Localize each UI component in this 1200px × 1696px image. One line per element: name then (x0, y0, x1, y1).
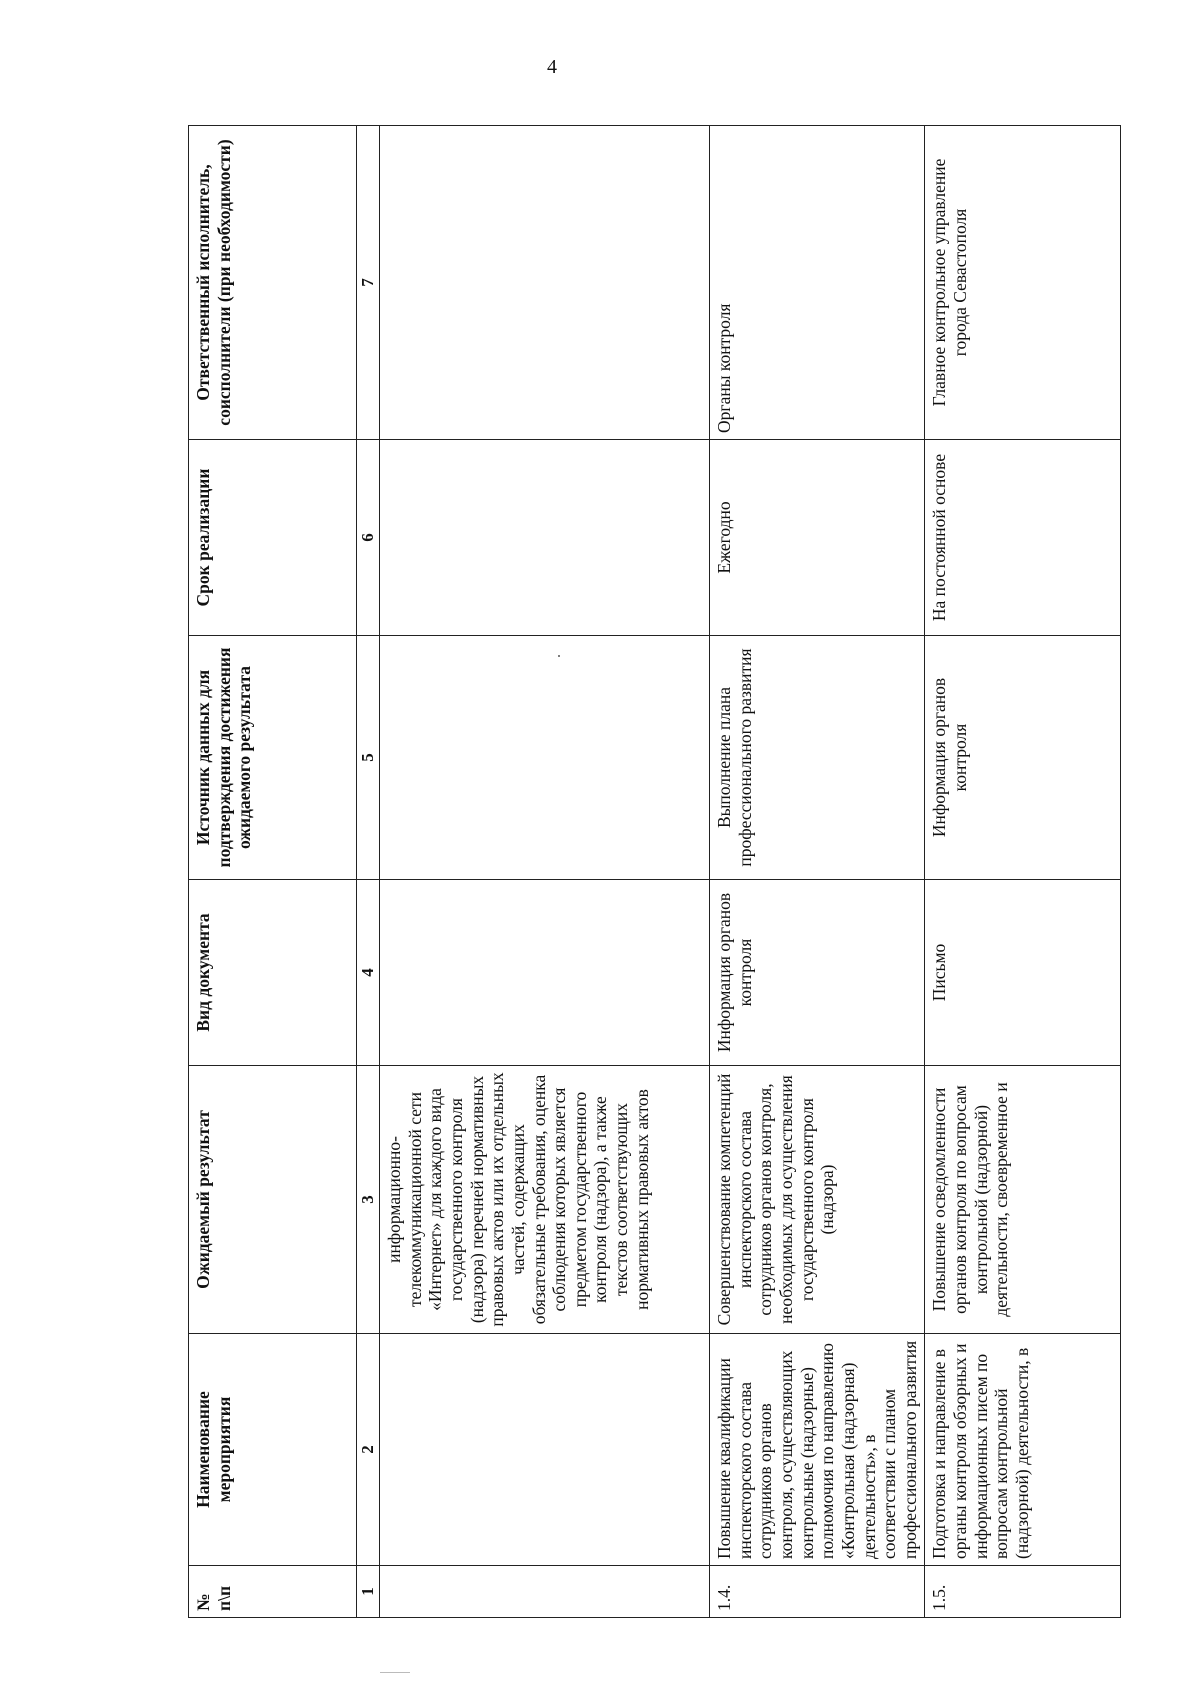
cell-source: Информация органов контроля (925, 636, 1121, 880)
cell-num: 1.5. (925, 1566, 1121, 1618)
cell-doc-type: Письмо (925, 880, 1121, 1066)
cell-source (380, 636, 710, 880)
cell-num (380, 1566, 710, 1618)
cell-result: Повышение осведомленности органов контроля по вопросам контрольной (надзорной) деятельности, своевременное и (925, 1066, 1121, 1334)
table-row (380, 126, 710, 1618)
document-table-rotated (188, 126, 1116, 1618)
header-name: Наименование мероприятия (189, 1334, 357, 1566)
cell-name: Повышение квалификации инспекторского состава сотрудников органов контроля, осуществляющих контрольные (надзорные) полномочия по направлению «Контрольная (надзорная) деятельность», в соответствии с планом профессионального развития (710, 1334, 925, 1566)
column-number: 6 (357, 440, 380, 636)
header-result: Ожидаемый результат (189, 1066, 357, 1334)
cell-responsible: Главное контрольное управление города Севастополя (925, 126, 1121, 440)
column-number-row (357, 126, 380, 1618)
cell-source: Выполнение плана профессионального развития (710, 636, 925, 880)
column-number: 7 (357, 126, 380, 440)
cell-result: Совершенствование компетенций инспекторского состава сотрудников органов контроля, необходимых для осуществления государственного контроля (надзора) (710, 1066, 925, 1334)
cell-term (380, 440, 710, 636)
cell-result: информационно-телекоммуникационной сети «Интернет» для каждого вида государственного контроля (надзора) перечней нормативных правовых актов или их отдельных частей, содержащих обязательные требования, оценка соблюдения которых является предметом государственного контроля (надзора), а также текстов соответствующих нормативных правовых актов (380, 1066, 710, 1334)
cell-name (380, 1334, 710, 1566)
cell-doc-type: Информация органов контроля (710, 880, 925, 1066)
header-term: Срок реализации (189, 440, 357, 636)
header-doc-type: Вид документа (189, 880, 357, 1066)
scan-mark (380, 1672, 410, 1673)
column-number: 1 (357, 1566, 380, 1618)
column-number: 4 (357, 880, 380, 1066)
column-number: 2 (357, 1334, 380, 1566)
page-number: 4 (547, 56, 557, 78)
cell-responsible (380, 126, 710, 440)
column-number: 5 (357, 636, 380, 880)
column-number: 3 (357, 1066, 380, 1334)
table-row (925, 126, 1121, 1618)
cell-responsible: Органы контроля (710, 126, 925, 440)
cell-doc-type (380, 880, 710, 1066)
cell-name: Подготовка и направление в органы контроля обзорных и информационных писем по вопросам контрольной (надзорной) деятельности, в (925, 1334, 1121, 1566)
cell-num: 1.4. (710, 1566, 925, 1618)
cell-term: Ежегодно (710, 440, 925, 636)
header-responsible: Ответственный исполнитель, соисполнители (при необходимости) (189, 126, 357, 440)
table-row (710, 126, 925, 1618)
header-row (189, 126, 357, 1618)
header-source: Источник данных для подтверждения достижения ожидаемого результата (189, 636, 357, 880)
cell-term: На постоянной основе (925, 440, 1121, 636)
scan-speck (558, 655, 560, 657)
header-num: № п\п (189, 1566, 357, 1618)
activities-table (188, 125, 1121, 1618)
